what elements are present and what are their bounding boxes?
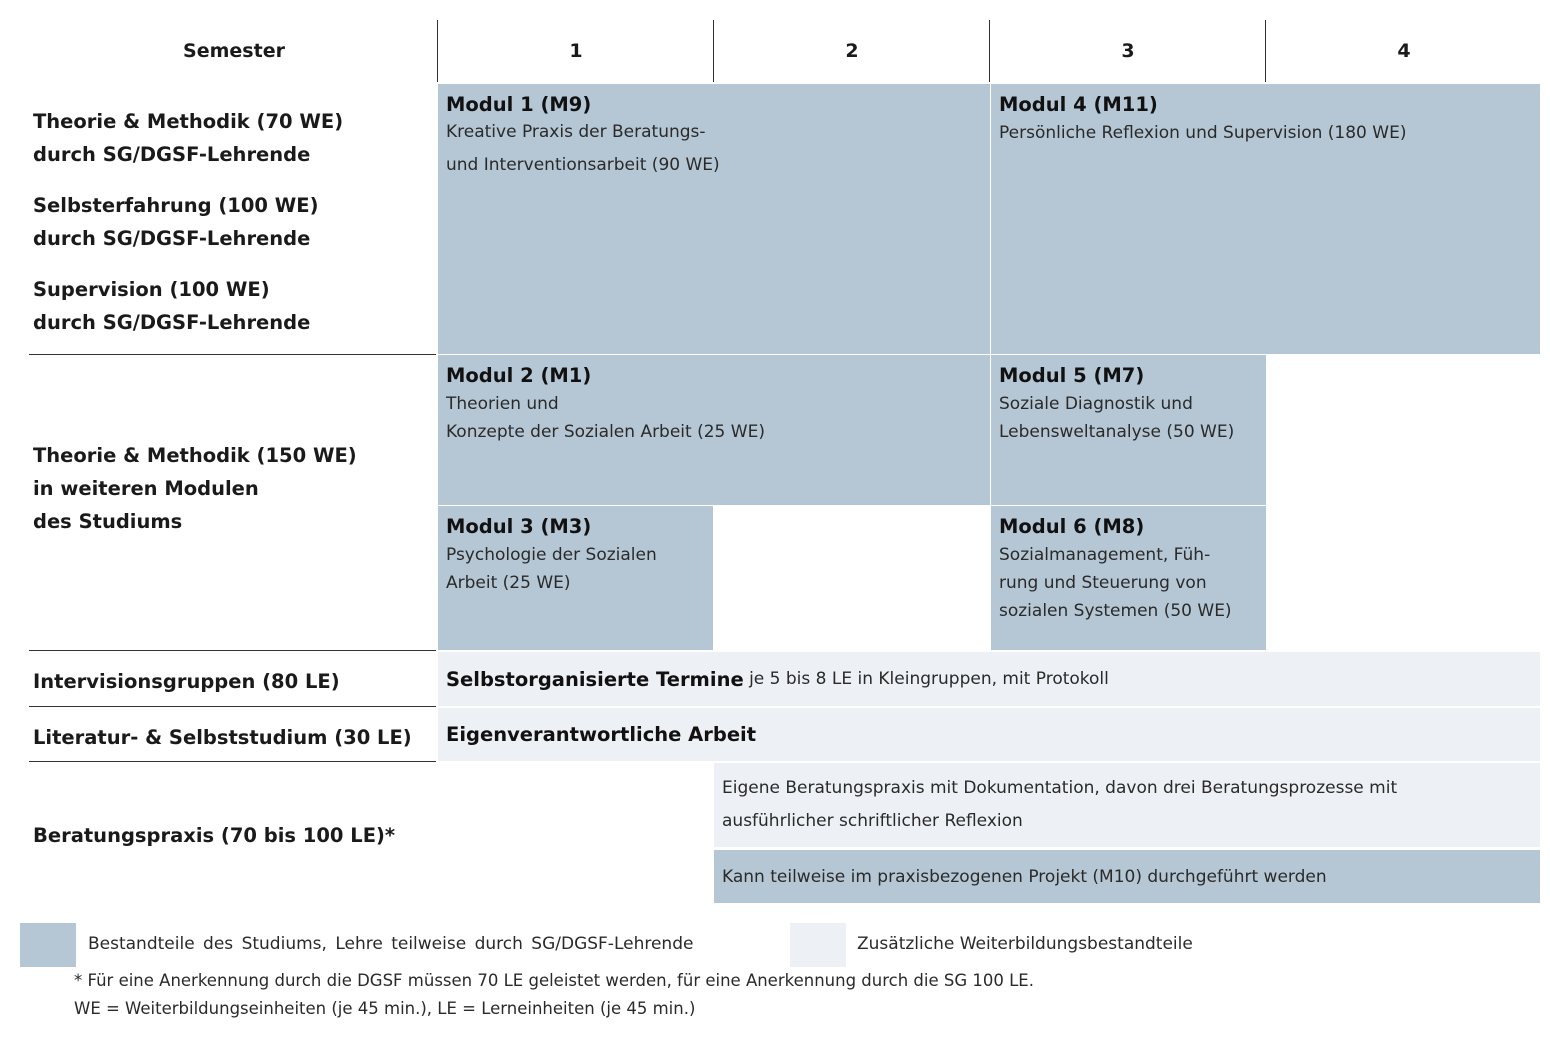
header-divider	[989, 20, 990, 82]
row-divider	[29, 650, 436, 651]
semester-header: Semester	[183, 40, 285, 62]
intervision-bar	[438, 652, 1540, 706]
module-5-box	[991, 355, 1266, 505]
row-label-theorie-methodik-150: Theorie & Methodik (150 WE) in weiteren Modulen des Studiums	[33, 444, 357, 533]
semester-4-header: 4	[1397, 40, 1411, 62]
module-title: Modul 4 (M11)	[999, 93, 1158, 116]
intervision-text: je 5 bis 8 LE in Kleingruppen, mit Protokoll	[743, 669, 1109, 689]
module-description: Psychologie der Sozialen Arbeit (25 WE)	[446, 545, 657, 593]
module-description: Kreative Praxis der Beratungs- und Interventionsarbeit (90 WE)	[446, 122, 720, 175]
module-6-box	[991, 506, 1266, 650]
beratungspraxis-project-text: Kann teilweise im praxisbezogenen Projekt (M10) durchgeführt werden	[722, 866, 1327, 887]
header-divider	[1265, 20, 1266, 82]
legend-light-label: Zusätzliche Weiterbildungsbestandteile	[857, 934, 1193, 954]
module-2-box	[438, 355, 990, 505]
header-divider	[713, 20, 714, 82]
header-divider	[437, 20, 438, 82]
module-title: Modul 2 (M1)	[446, 364, 592, 387]
beratungspraxis-project-bar	[714, 850, 1540, 903]
row-label-supervision: Supervision (100 WE) durch SG/DGSF-Lehrende	[33, 278, 311, 334]
footnote-recognition: * Für eine Anerkennung durch die DGSF müssen 70 LE geleistet werden, für eine Anerkennung durch die SG 100 LE.	[74, 971, 1034, 990]
row-divider	[29, 706, 436, 707]
module-title: Modul 5 (M7)	[999, 364, 1145, 387]
row-divider	[29, 354, 436, 355]
row-label-selbsterfahrung: Selbsterfahrung (100 WE) durch SG/DGSF-Lehrende	[33, 194, 319, 250]
module-3-box	[438, 506, 713, 650]
row-label-literatur: Literatur- & Selbststudium (30 LE)	[33, 726, 412, 749]
intervision-strong: Selbstorganisierte Termine	[446, 667, 744, 691]
module-title: Modul 1 (M9)	[446, 93, 592, 116]
module-description: Sozialmanagement, Füh- rung und Steuerung von sozialen Systemen (50 WE)	[999, 545, 1232, 621]
legend-dark-swatch	[20, 923, 76, 967]
row-label-beratungspraxis: Beratungspraxis (70 bis 100 LE)*	[33, 824, 396, 847]
semester-2-header: 2	[845, 40, 859, 62]
module-title: Modul 6 (M8)	[999, 515, 1145, 538]
module-description: Theorien und Konzepte der Sozialen Arbeit (25 WE)	[446, 394, 765, 442]
semester-1-header: 1	[569, 40, 583, 62]
legend-light-swatch	[790, 923, 846, 967]
beratungspraxis-text: Eigene Beratungspraxis mit Dokumentation, davon drei Beratungsprozesse mit ausführlicher schriftlicher Reflexion	[722, 778, 1398, 831]
semester-3-header: 3	[1121, 40, 1135, 62]
row-divider	[29, 761, 436, 762]
row-label-theorie-methodik-70: Theorie & Methodik (70 WE) durch SG/DGSF-Lehrende	[33, 110, 344, 166]
module-description: Persönliche Reflexion und Supervision (180 WE)	[999, 123, 1407, 143]
module-description: Soziale Diagnostik und Lebensweltanalyse (50 WE)	[999, 394, 1235, 442]
literatur-strong: Eigenverantwortliche Arbeit	[446, 723, 757, 746]
beratungspraxis-bar	[714, 763, 1540, 847]
footnote-units: WE = Weiterbildungseinheiten (je 45 min.), LE = Lerneinheiten (je 45 min.)	[74, 999, 696, 1018]
module-1-box	[438, 84, 990, 354]
row-label-intervision: Intervisionsgruppen (80 LE)	[33, 670, 340, 693]
module-4-box	[991, 84, 1540, 354]
module-title: Modul 3 (M3)	[446, 515, 592, 538]
literatur-bar	[438, 708, 1540, 761]
legend-dark-label: Bestandteile des Studiums, Lehre teilweise durch SG/DGSF-Lehrende	[88, 934, 694, 954]
